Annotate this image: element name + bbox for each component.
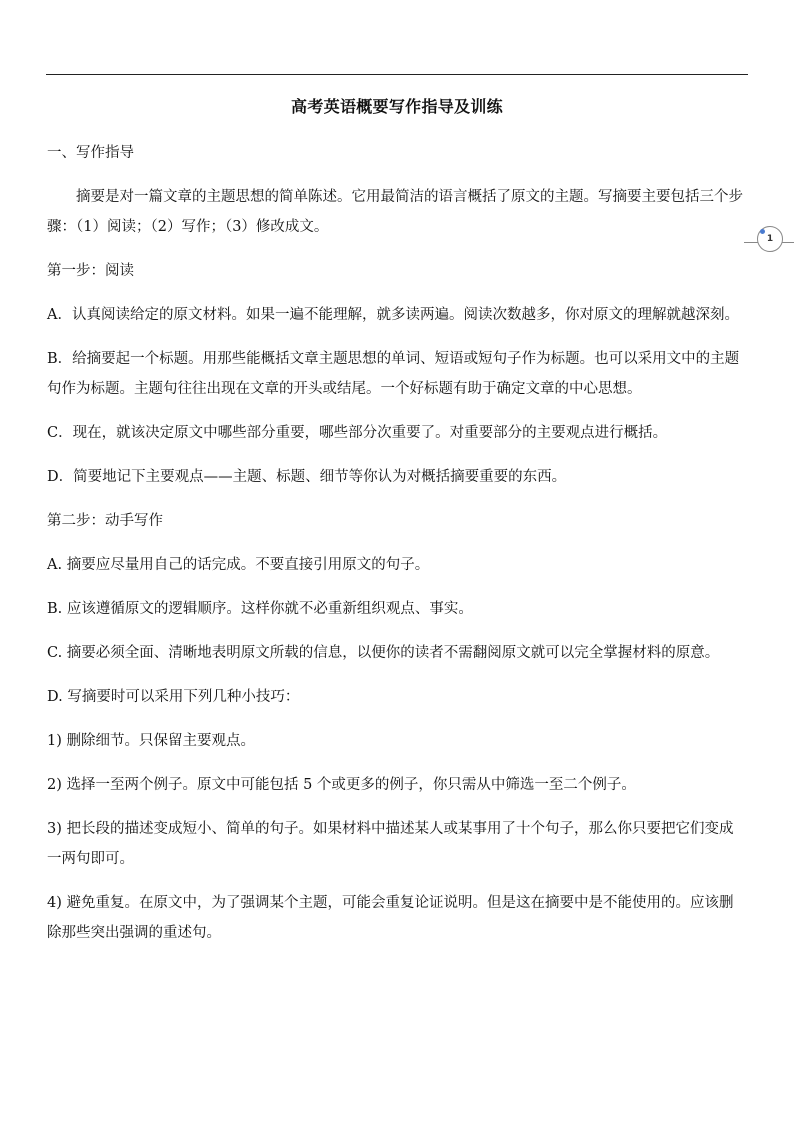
reading-item-c: C．现在，就该决定原文中哪些部分重要，哪些部分次重要了。对重要部分的主要观点进行概括。 xyxy=(47,425,668,441)
writing-item-c: C. 摘要必须全面、清晰地表明原文所载的信息，以便你的读者不需翻阅原文就可以完全掌握材料的原意。 xyxy=(47,645,720,661)
reading-item-d: D．简要地记下主要观点——主题、标题、细节等你认为对概括摘要重要的东西。 xyxy=(47,469,567,485)
writing-item-a: A. 摘要应尽量用自己的话完成。不要直接引用原文的句子。 xyxy=(47,557,430,573)
tip-4: 4) 避免重复。在原文中，为了强调某个主题，可能会重复论证说明。但是这在摘要中是不能使用的。应该删除那些突出强调的重述句。 xyxy=(47,895,734,941)
comment-dot-icon xyxy=(760,229,765,234)
tip-1: 1) 删除细节。只保留主要观点。 xyxy=(47,733,255,749)
comment-marker-icon[interactable] xyxy=(757,226,783,252)
tip-2: 2) 选择一至两个例子。原文中可能包括 5 个或更多的例子，你只需从中筛选一至二个例子。 xyxy=(47,777,636,793)
document-body xyxy=(47,138,747,962)
writing-item-b: B. 应该遵循原文的逻辑顺序。这样你就不必重新组织观点、事实。 xyxy=(47,601,473,617)
reading-item-a: A．认真阅读给定的原文材料。如果一遍不能理解，就多读两遍。阅读次数越多，你对原文的理解就越深刻。 xyxy=(47,307,739,323)
reading-item-b: B．给摘要起一个标题。用那些能概括文章主题思想的单词、短语或短句子作为标题。也可以采用文中的主题句作为标题。主题句往往出现在文章的开头或结尾。一个好标题有助于确定文章的中心思想。 xyxy=(47,351,740,397)
header-rule xyxy=(46,74,748,75)
section-heading-guidance: 一、写作指导 xyxy=(47,145,134,161)
step-heading-writing: 第二步：动手写作 xyxy=(47,513,163,529)
document-title: 高考英语概要写作指导及训练 xyxy=(291,97,503,116)
intro-paragraph: 摘要是对一篇文章的主题思想的简单陈述。它用最简洁的语言概括了原文的主题。写摘要主要包括三个步骤：（1）阅读；（2）写作；（3）修改成文。 xyxy=(47,189,743,235)
writing-item-d: D. 写摘要时可以采用下列几种小技巧： xyxy=(47,689,300,705)
tip-3: 3) 把长段的描述变成短小、简单的句子。如果材料中描述某人或某事用了十个句子，那么你只要把它们变成一两句即可。 xyxy=(47,821,734,867)
comment-count: 1 xyxy=(766,234,774,244)
step-heading-reading: 第一步：阅读 xyxy=(47,263,134,279)
